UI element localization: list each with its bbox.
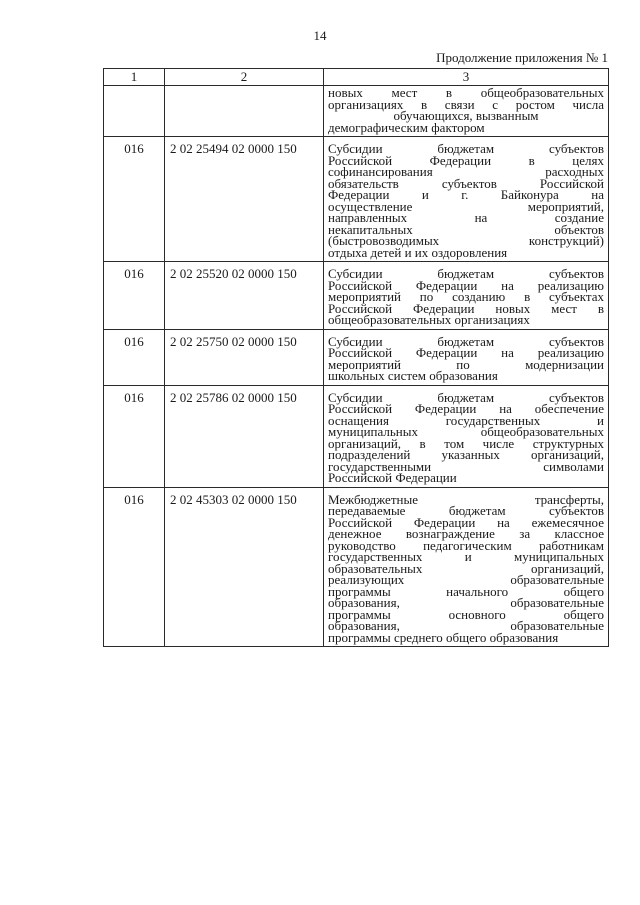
- admin-code-cell: 016: [104, 329, 165, 385]
- column-header-2: 2: [165, 69, 324, 86]
- description-line: государственными символами: [328, 458, 604, 474]
- budget-classification-code-cell: 2 02 25520 02 0000 150: [165, 262, 324, 330]
- description-line: оснащения государственных и: [328, 412, 604, 428]
- description-line: организациях в связи с ростом числа: [328, 96, 604, 112]
- description-line: программы начального общего: [328, 583, 604, 599]
- column-header-1: 1: [104, 69, 165, 86]
- revenue-description-cell: [324, 487, 609, 647]
- description-line: Российской Федерации на обеспечение: [328, 401, 604, 416]
- description-line: муниципальных общеобразовательных: [328, 424, 604, 439]
- budget-classification-code-cell: 2 02 25494 02 0000 150: [165, 137, 324, 262]
- description-line: некапитальных объектов: [328, 221, 604, 237]
- description-line: программы основного общего: [328, 606, 604, 622]
- description-line: новых мест в общеобразовательных: [328, 85, 604, 100]
- description-line: (быстровозводимых конструкций): [328, 233, 604, 248]
- description-line: обязательств субъектов Российской: [328, 175, 604, 191]
- table-row: [104, 487, 609, 647]
- revenue-description-cell: [324, 329, 609, 385]
- description-line: денежное вознаграждение за классное: [328, 526, 604, 541]
- description-line: общеобразовательных организациях: [328, 312, 530, 327]
- description-line: государственных и муниципальных: [328, 549, 604, 564]
- description-line: реализующих образовательные: [328, 572, 604, 587]
- revenue-description-cell: [324, 262, 609, 330]
- description-line: организаций, в том числе структурных: [328, 435, 604, 451]
- description-line: образования, образовательные: [328, 618, 604, 633]
- description-line: Российской Федерации в целях: [328, 152, 604, 168]
- budget-classification-code-cell: 2 02 25786 02 0000 150: [165, 385, 324, 487]
- description-line: мероприятий по созданию в субъектах: [328, 289, 604, 304]
- description-line: направленных на создание: [328, 210, 604, 225]
- table-row: [104, 385, 609, 487]
- description-line: школьных систем образования: [328, 368, 498, 383]
- table-row: [104, 262, 609, 330]
- description-line: Российской Федерации новых мест в: [328, 300, 604, 316]
- budget-classification-code-cell: [165, 86, 324, 137]
- revenue-description-cell: [324, 385, 609, 487]
- description-line: Субсидии бюджетам субъектов: [328, 141, 604, 156]
- table-row: [104, 86, 609, 137]
- description-line: Российской Федерации на реализацию: [328, 277, 604, 293]
- description-line: передаваемые бюджетам субъектов: [328, 503, 604, 518]
- column-header-3: 3: [324, 69, 609, 86]
- description-line: Российской Федерации на ежемесячное: [328, 514, 604, 530]
- description-line: мероприятий по модернизации: [328, 356, 604, 372]
- admin-code-cell: 016: [104, 385, 165, 487]
- budget-classification-code-cell: 2 02 25750 02 0000 150: [165, 329, 324, 385]
- revenue-description-cell: [324, 137, 609, 262]
- description-line: софинансирования расходных: [328, 164, 604, 179]
- description-line: Субсидии бюджетам субъектов: [328, 333, 604, 349]
- description-line: Федерации и г. Байконура на: [328, 187, 604, 202]
- table-header-row: [104, 69, 609, 86]
- description-line: Субсидии бюджетам субъектов: [328, 266, 604, 281]
- description-line: обучающихся, вызванным: [393, 108, 539, 123]
- admin-code-cell: 016: [104, 262, 165, 330]
- appendix-table: [103, 68, 609, 647]
- description-line: Российской Федерации: [328, 470, 457, 485]
- description-line: образовательных организаций,: [328, 560, 604, 576]
- description-line: программы среднего общего образования: [328, 629, 559, 645]
- description-line: образования, образовательные: [328, 595, 604, 610]
- revenue-description-cell: [324, 86, 609, 137]
- description-line: демографическим фактором: [328, 119, 485, 135]
- description-line: Российской Федерации на реализацию: [328, 345, 604, 360]
- description-line: отдыха детей и их оздоровления: [328, 244, 508, 260]
- budget-classification-code-cell: 2 02 45303 02 0000 150: [165, 487, 324, 647]
- page-number: 14: [313, 28, 327, 43]
- appendix-continuation-label: Продолжение приложения № 1: [436, 50, 608, 65]
- description-line: осуществление мероприятий,: [328, 198, 604, 214]
- table-row: [104, 329, 609, 385]
- description-line: Межбюджетные трансферты,: [328, 491, 604, 507]
- admin-code-cell: 016: [104, 487, 165, 647]
- description-line: руководство педагогическим работникам: [328, 537, 604, 553]
- table-body: [104, 86, 609, 647]
- admin-code-cell: 016: [104, 137, 165, 262]
- table-row: [104, 137, 609, 262]
- description-line: подразделений указанных организаций,: [328, 447, 604, 462]
- description-line: Субсидии бюджетам субъектов: [328, 389, 604, 405]
- admin-code-cell: [104, 86, 165, 137]
